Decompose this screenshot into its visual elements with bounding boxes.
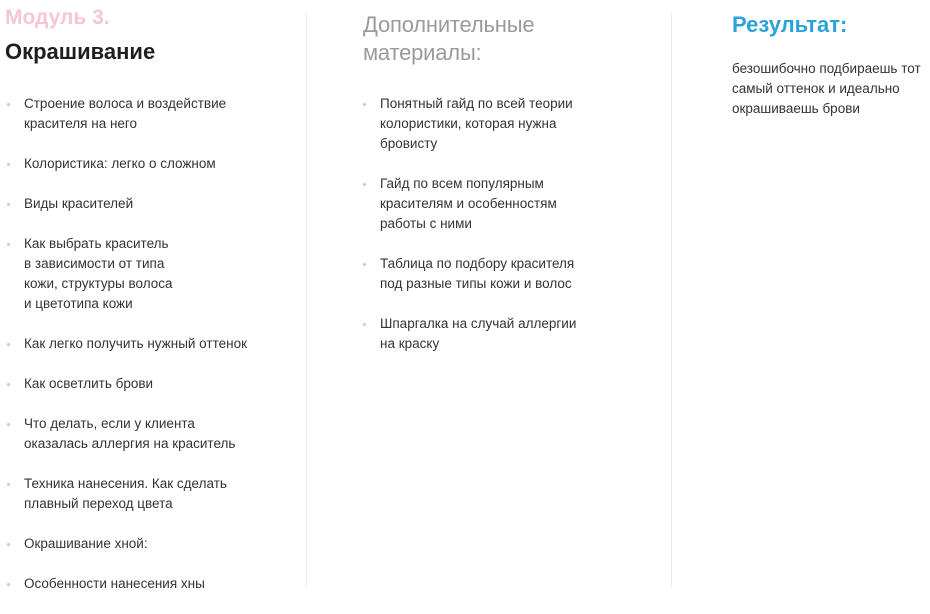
bullet-dot-icon	[7, 343, 10, 346]
list-item-text: Понятный гайд по всей теории колористики, которая нужна бровисту	[380, 96, 573, 151]
list-item-text: Таблица по подбору красителя под разные типы кожи и волос	[380, 256, 575, 291]
bullet-dot-icon	[7, 203, 10, 206]
list-item-text: Как осветлить брови	[24, 376, 154, 391]
column-divider	[671, 12, 672, 588]
list-item-text: Гайд по всем популярным красителям и особенностям работы с ними	[380, 176, 557, 231]
bullet-dot-icon	[7, 163, 10, 166]
list-item	[6, 414, 296, 454]
extra-materials-title: Дополнительные материалы:	[363, 12, 535, 65]
list-item	[6, 474, 296, 514]
list-item-text: Как легко получить нужный оттенок	[24, 336, 247, 351]
list-item	[6, 94, 296, 134]
list-item	[6, 154, 296, 174]
list-item-text: Колористика: легко о сложном	[24, 156, 216, 171]
list-item-text: Техника нанесения. Как сделать плавный переход цвета	[24, 476, 227, 511]
list-item	[6, 334, 296, 354]
bullet-dot-icon	[7, 543, 10, 546]
list-item-text: Строение волоса и воздействие красителя на него	[24, 96, 227, 131]
extra-materials-list	[362, 94, 612, 374]
bullet-dot-icon	[363, 183, 366, 186]
bullet-dot-icon	[7, 383, 10, 386]
list-item-text: Что делать, если у клиента оказалась аллергия на краситель	[24, 416, 236, 451]
column-divider	[306, 12, 307, 588]
list-item	[362, 314, 612, 354]
module-title: Окрашивание	[5, 39, 156, 64]
list-item	[6, 374, 296, 394]
list-item	[362, 174, 612, 234]
bullet-dot-icon	[7, 103, 10, 106]
result-text: безошибочно подбираешь тот самый оттенок и идеально окрашиваешь брови	[732, 61, 921, 116]
bullet-dot-icon	[363, 263, 366, 266]
bullet-dot-icon	[7, 423, 10, 426]
list-item	[6, 194, 296, 214]
bullet-dot-icon	[7, 243, 10, 246]
bullet-dot-icon	[7, 483, 10, 486]
list-item	[362, 94, 612, 154]
result-title: Результат:	[732, 12, 848, 37]
list-item	[6, 534, 296, 554]
module-number: Модуль 3.	[5, 6, 110, 29]
list-item	[6, 574, 296, 594]
list-item-text: Особенности нанесения хны	[24, 576, 205, 591]
list-item-text: Как выбрать краситель в зависимости от типа кожи, структуры волоса и цветотипа кожи	[24, 236, 173, 311]
topics-list	[6, 94, 296, 614]
bullet-dot-icon	[363, 323, 366, 326]
bullet-dot-icon	[363, 103, 366, 106]
list-item-text: Виды красителей	[24, 196, 134, 211]
bullet-dot-icon	[7, 583, 10, 586]
list-item-text: Шпаргалка на случай аллергии на краску	[380, 316, 577, 351]
list-item	[362, 254, 612, 294]
list-item	[6, 234, 296, 314]
list-item-text: Окрашивание хной:	[24, 536, 148, 551]
